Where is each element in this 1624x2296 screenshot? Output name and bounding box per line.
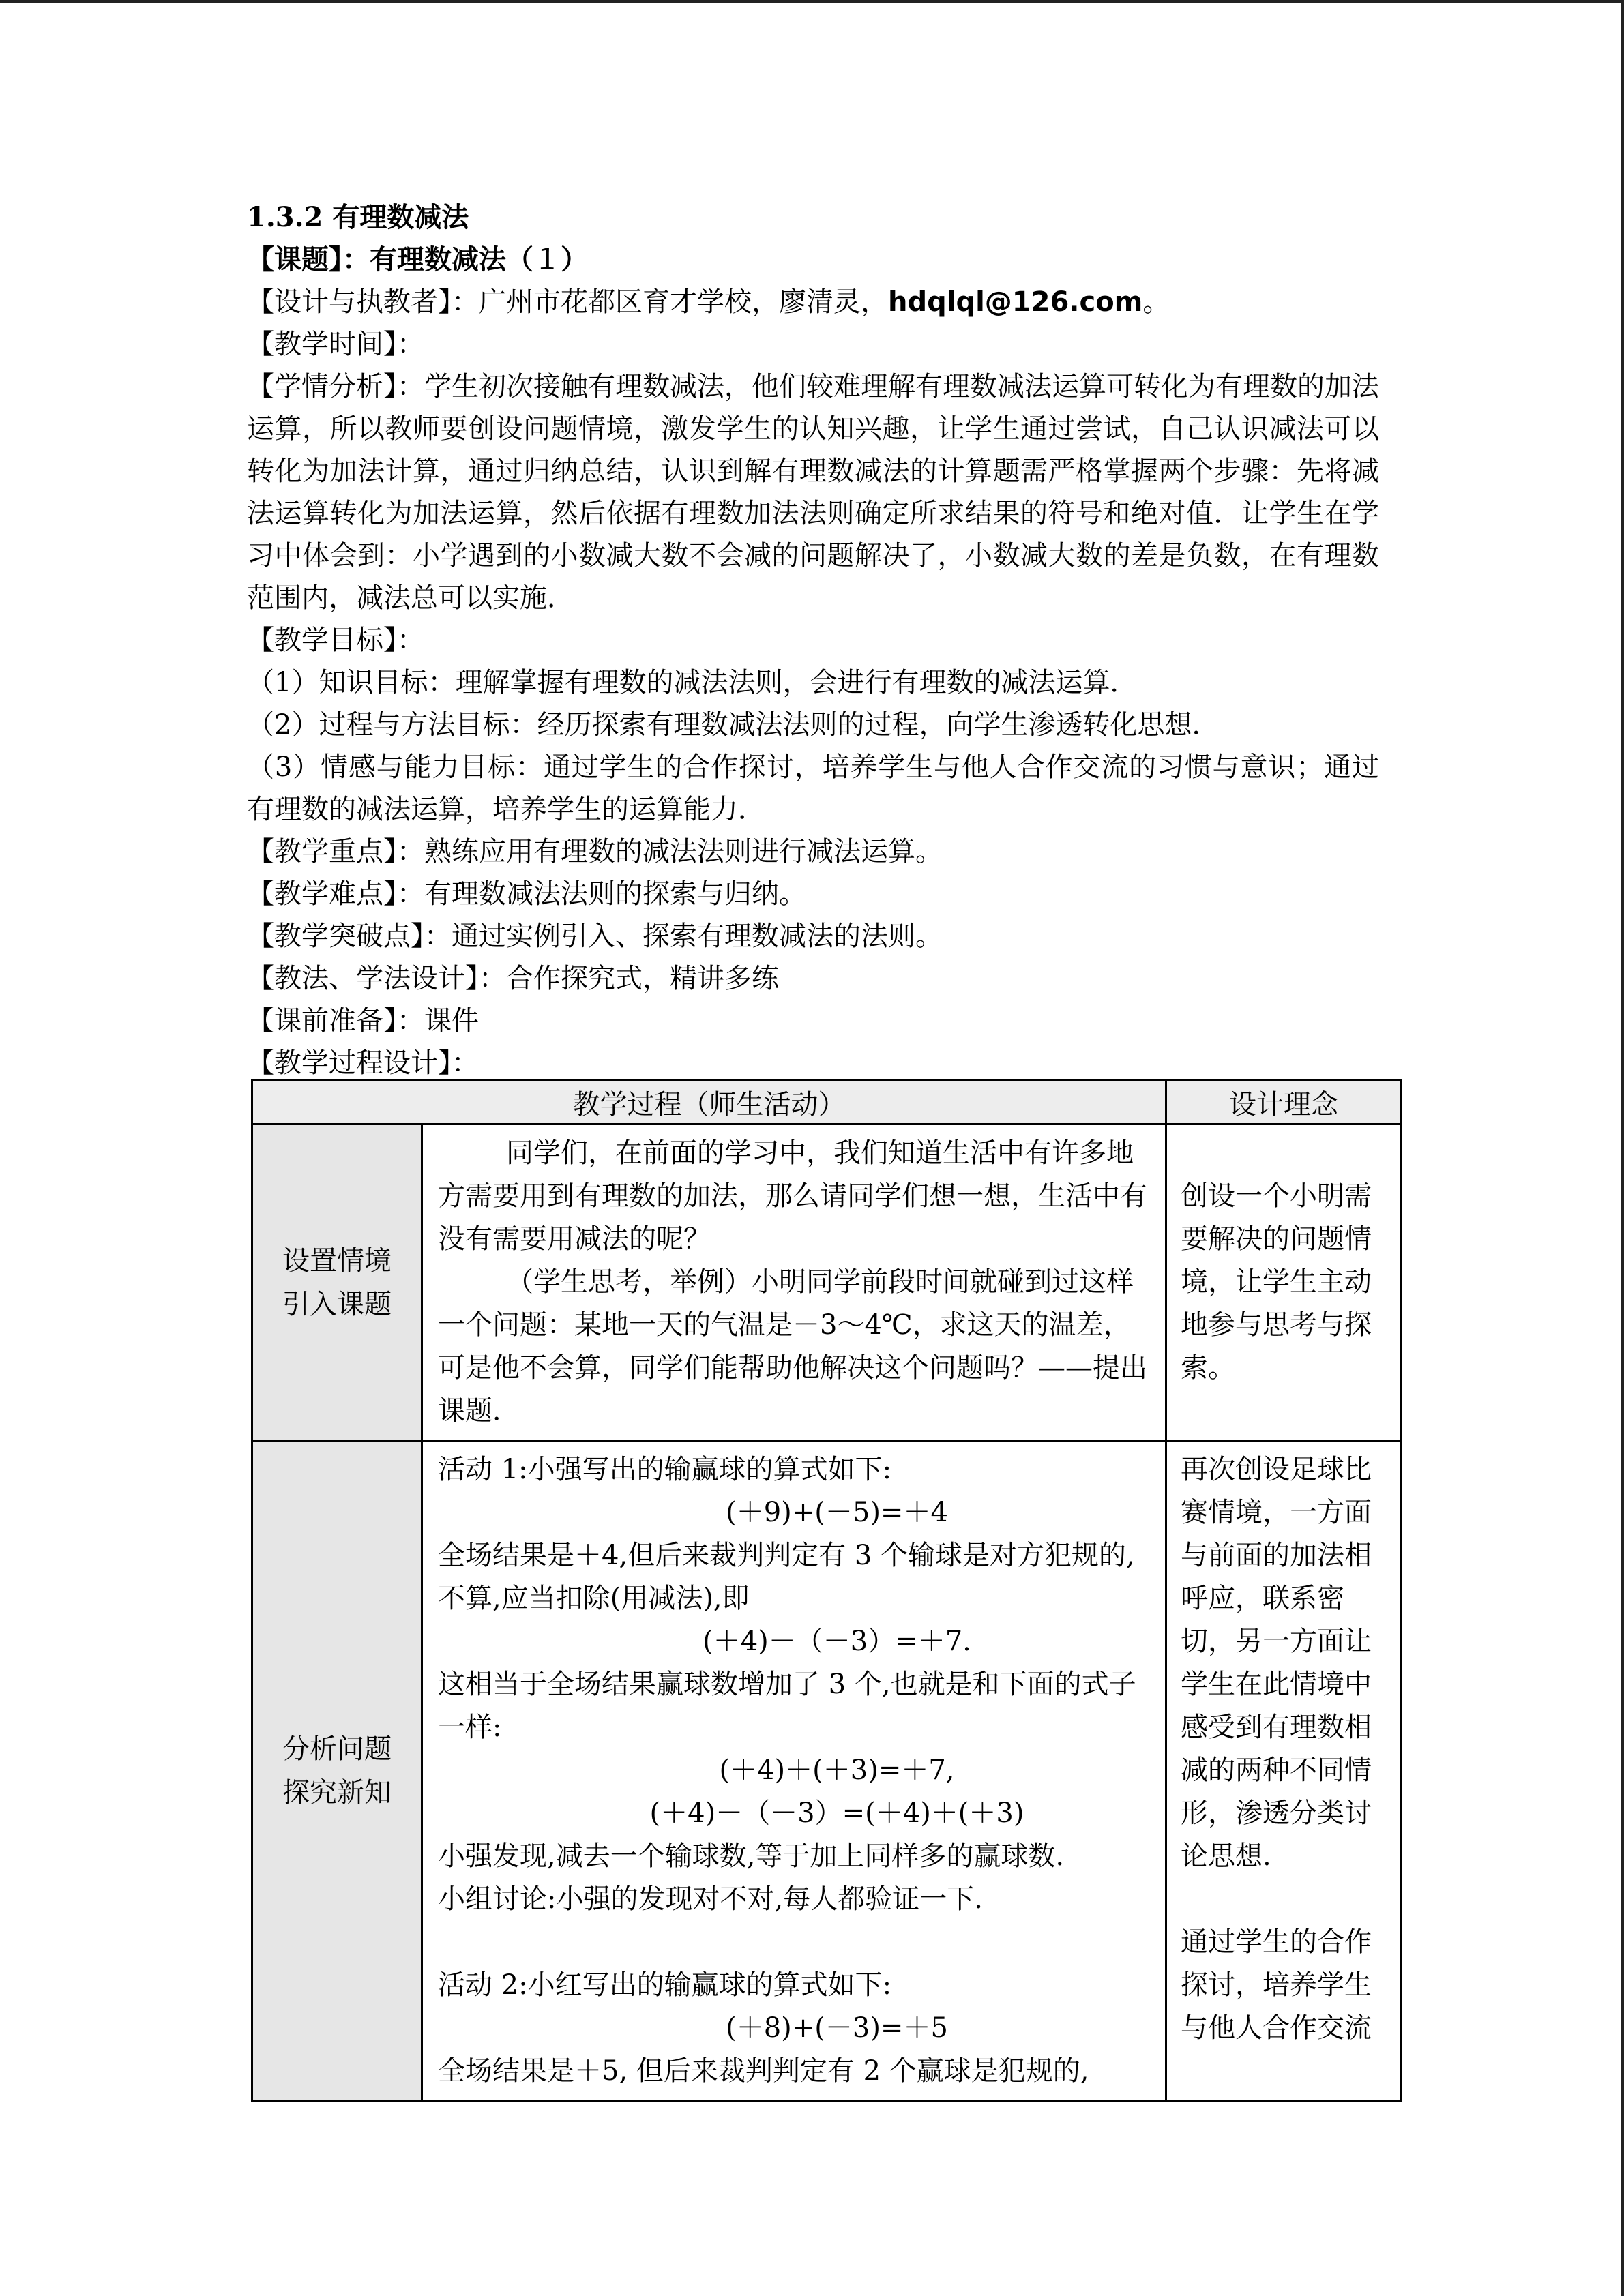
process-label: 【教学过程设计】： [247,1047,479,1079]
page-right-border [1621,0,1624,2296]
equation: (＋4)－（－3）=(＋4)＋(＋3) [649,1798,1024,1829]
process-cell: 同学们，在前面的学习中，我们知道生活中有许多地方需要用到有理数的加法，那么请同学们想一想，生活中有没有需要用减法的呢？ （学生思考，举例）小明同学前段时间就碰到过这样一个问题：某地一天的气温是－3～4℃，求这天的温差，可是他不会算，同学们能帮助他解决这个问题吗？——提出课题． [422,1124,1166,1441]
stage-cell: 分析问题 探究新知 [252,1441,422,2101]
goal-item: （2）过程与方法目标：经历探索有理数减法法则的过程，向学生渗透转化思想． [247,709,1220,741]
designer-email: hdqlql@126.com [888,286,1143,318]
table-header-row [252,1080,1402,1124]
method-line: 【教法、学法设计】：合作探究式，精讲多练 [247,963,779,994]
lesson-document [247,196,1379,1084]
goal-item: （1）知识目标：理解掌握有理数的减法法则，会进行有理数的减法运算． [247,667,1138,698]
equation: (＋4)－（－3）=＋7. [703,1626,971,1657]
idea-cell: 创设一个小明需要解决的问题情境，让学生主动地参与思考与探索。 [1166,1124,1402,1441]
equation: (＋8)+(－3)=＋5 [726,2012,948,2044]
idea-cell: 再次创设足球比赛情境，一方面与前面的加法相呼应，联系密切，另一方面让学生在此情境中感受到有理数相减的两种不同情形，渗透分类讨论思想. 通过学生的合作探讨，培养学生与他人合作交流 [1166,1441,1402,2101]
goal-item: （3）情感与能力目标：通过学生的合作探讨，培养学生与他人合作交流的习惯与意识；通过有理数的减法运算，培养学生的运算能力． [247,751,1379,825]
process-cell: 活动 1:小强写出的输赢球的算式如下: (＋9)+(－5)=＋4 全场结果是＋4,但后来裁判判定有 3 个输球是对方犯规的,不算,应当扣除(用减法),即 (＋4)－（－3）=＋7. 这相当于全场结果赢球数增加了 3 个,也就是和下面的式子一样: (＋4)＋(＋3)=＋7, (＋4)－（－3）=(＋4)＋(＋3) 小强发现,减去一个输球数,等于加上同样多的赢球数. 小组讨论:小强的发现对不对,每人都验证一下. 活动 2:小红写出的输赢球的算式如下: (＋8)+(－3)=＋5 全场结果是＋5, 但后来裁判判定有 2 个赢球是犯规的, [422,1441,1166,2101]
stage-cell: 设置情境 引入课题 [252,1124,422,1441]
page-top-border [0,0,1624,3]
equation: (＋9)+(－5)=＋4 [726,1497,948,1528]
prep-line: 【课前准备】：课件 [247,1005,479,1037]
designer-line: 【设计与执教者】：广州市花都区育才学校，廖清灵，hdqlql@126.com。 [247,286,1170,318]
topic-line: 【课题】：有理数减法（１） [247,243,588,275]
breakthrough-line: 【教学突破点】：通过实例引入、探索有理数减法的法则。 [247,921,943,952]
table-row [252,1124,1402,1441]
difficulty-line: 【教学难点】：有理数减法法则的探索与归纳。 [247,878,806,910]
time-line: 【教学时间】： [247,329,424,360]
header-process: 教学过程（师生活动） [252,1080,1166,1124]
goals-label: 【教学目标】： [247,625,424,656]
process-table [251,1079,1402,2102]
section-title: 1.3.2 有理数减法 [247,201,469,233]
table-row [252,1441,1402,2101]
header-idea: 设计理念 [1166,1080,1402,1124]
analysis-paragraph: 【学情分析】：学生初次接触有理数减法，他们较难理解有理数减法运算可转化为有理数的加法运算，所以教师要创设问题情境，激发学生的认知兴趣，让学生通过尝试，自己认识减法可以转化为加法计算，通过归纳总结，认识到解有理数减法的计算题需严格掌握两个步骤：先将减法运算转化为加法运算，然后依据有理数加法法则确定所求结果的符号和绝对值．让学生在学习中体会到：小学遇到的小数减大数不会减的问题解决了，小数减大数的差是负数，在有理数范围内，减法总可以实施． [247,371,1379,614]
key-point-line: 【教学重点】：熟练应用有理数的减法法则进行减法运算。 [247,836,943,867]
equation: (＋4)＋(＋3)=＋7, [719,1755,955,1786]
